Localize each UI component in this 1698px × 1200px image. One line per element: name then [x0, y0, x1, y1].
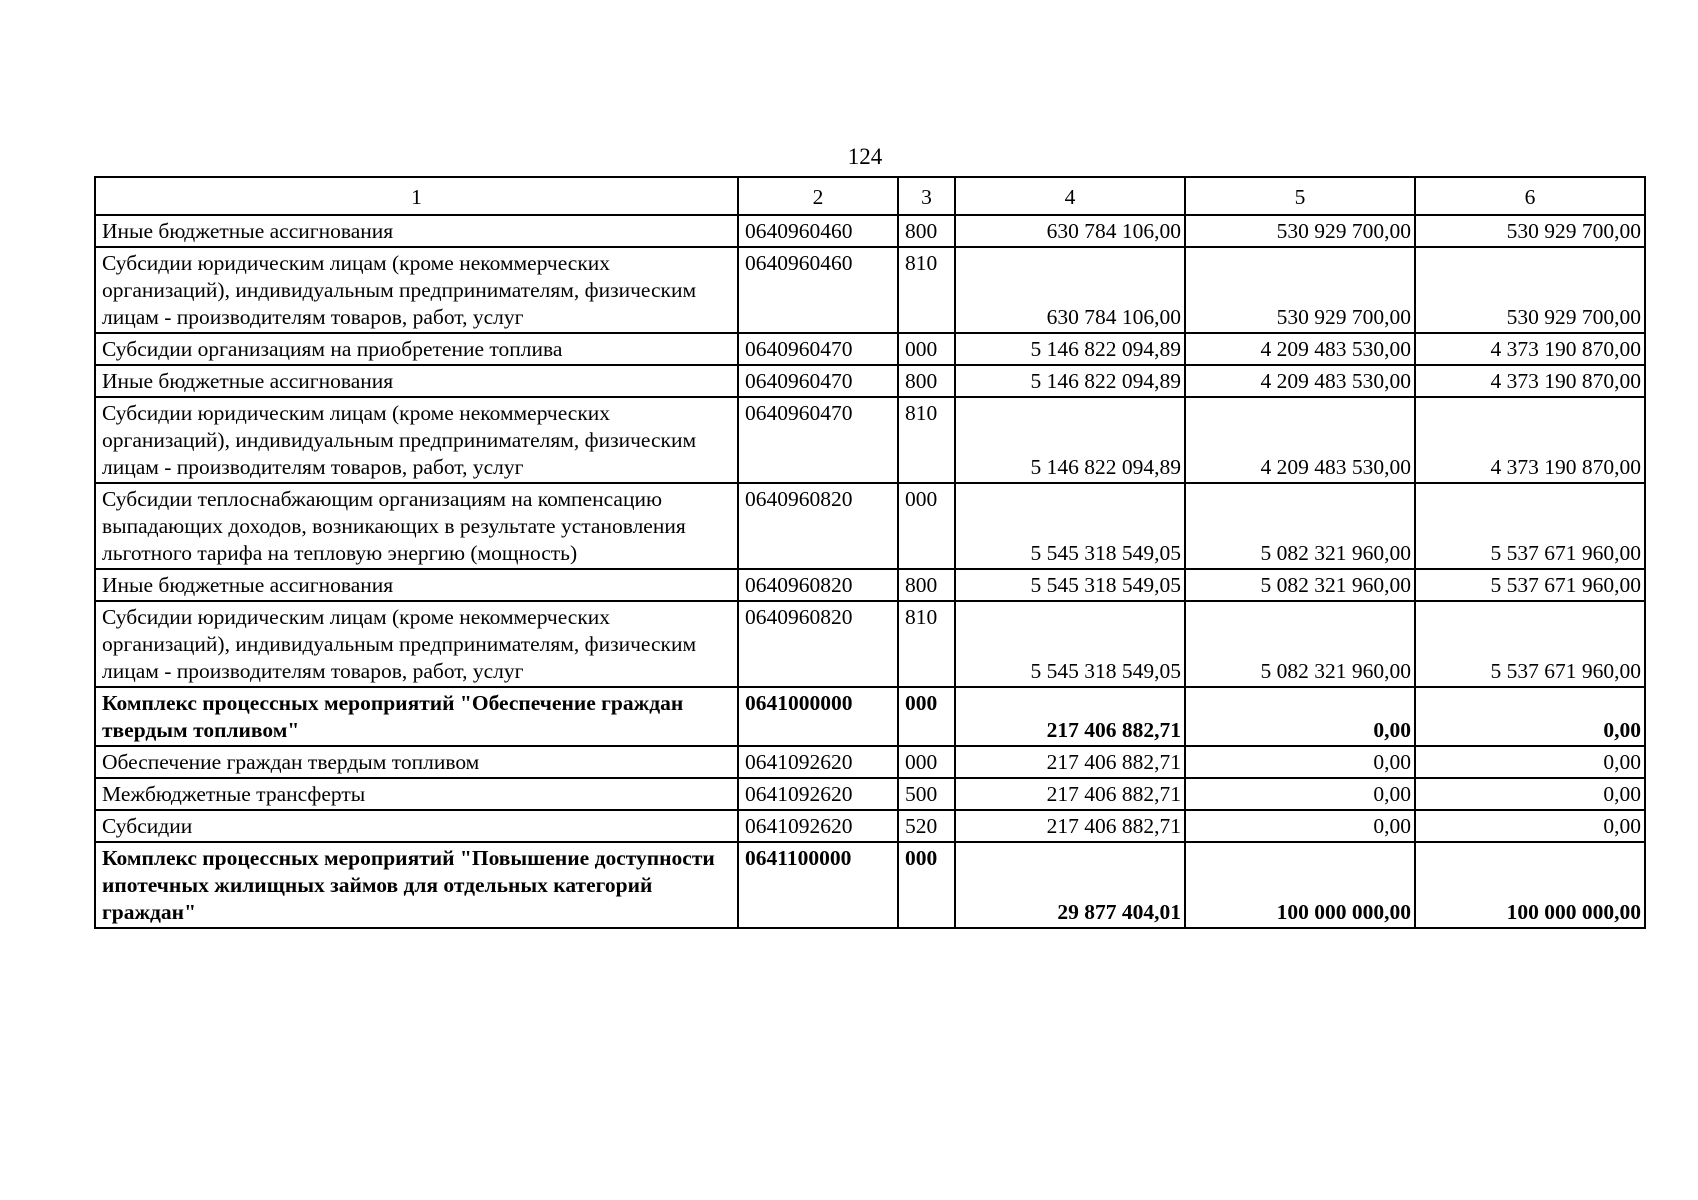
amount-col4-cell: 217 406 882,71 [955, 746, 1185, 778]
amount-col4-cell: 630 784 106,00 [955, 215, 1185, 247]
amount-col6-cell: 0,00 [1415, 687, 1645, 746]
expense-type-cell: 000 [898, 333, 955, 365]
amount-col5-cell: 0,00 [1185, 687, 1415, 746]
table-row [95, 333, 1645, 365]
target-code-cell: 0640960820 [738, 601, 898, 687]
amount-col5-cell: 4 209 483 530,00 [1185, 333, 1415, 365]
amount-col6-cell: 0,00 [1415, 746, 1645, 778]
amount-col6-cell: 5 537 671 960,00 [1415, 601, 1645, 687]
amount-col6-cell: 0,00 [1415, 810, 1645, 842]
header-cell-5: 5 [1185, 177, 1415, 215]
expense-type-cell: 520 [898, 810, 955, 842]
amount-col4-cell: 217 406 882,71 [955, 810, 1185, 842]
amount-col4-cell: 5 545 318 549,05 [955, 601, 1185, 687]
amount-col5-cell: 530 929 700,00 [1185, 215, 1415, 247]
table-row [95, 601, 1645, 687]
expense-type-cell: 810 [898, 397, 955, 483]
item-name-cell: Обеспечение граждан твердым топливом [95, 746, 738, 778]
amount-col5-cell: 4 209 483 530,00 [1185, 365, 1415, 397]
target-code-cell: 0641092620 [738, 810, 898, 842]
amount-col6-cell: 5 537 671 960,00 [1415, 569, 1645, 601]
amount-col6-cell: 530 929 700,00 [1415, 215, 1645, 247]
target-code-cell: 0640960820 [738, 569, 898, 601]
table-body [95, 215, 1645, 928]
item-name-cell: Комплекс процессных мероприятий "Обеспечение граждан твердым топливом" [95, 687, 738, 746]
expense-type-cell: 800 [898, 365, 955, 397]
amount-col6-cell: 4 373 190 870,00 [1415, 365, 1645, 397]
amount-col5-cell: 0,00 [1185, 746, 1415, 778]
expense-type-cell: 000 [898, 746, 955, 778]
table-row [95, 483, 1645, 569]
table-row [95, 778, 1645, 810]
expense-type-cell: 500 [898, 778, 955, 810]
budget-table [94, 176, 1646, 929]
amount-col6-cell: 100 000 000,00 [1415, 842, 1645, 928]
header-cell-3: 3 [898, 177, 955, 215]
target-code-cell: 0641092620 [738, 746, 898, 778]
amount-col4-cell: 5 146 822 094,89 [955, 365, 1185, 397]
amount-col5-cell: 0,00 [1185, 778, 1415, 810]
item-name-cell: Субсидии организациям на приобретение топлива [95, 333, 738, 365]
amount-col5-cell: 5 082 321 960,00 [1185, 601, 1415, 687]
amount-col4-cell: 217 406 882,71 [955, 687, 1185, 746]
item-name-cell: Субсидии юридическим лицам (кроме некоммерческих организаций), индивидуальным предпринимателям, физическим лицам - производителям товаров, работ, услуг [95, 247, 738, 333]
expense-type-cell: 800 [898, 569, 955, 601]
header-cell-2: 2 [738, 177, 898, 215]
target-code-cell: 0641100000 [738, 842, 898, 928]
table-row [95, 569, 1645, 601]
item-name-cell: Межбюджетные трансферты [95, 778, 738, 810]
item-name-cell: Субсидии юридическим лицам (кроме некоммерческих организаций), индивидуальным предпринимателям, физическим лицам - производителям товаров, работ, услуг [95, 397, 738, 483]
amount-col4-cell: 217 406 882,71 [955, 778, 1185, 810]
item-name-cell: Иные бюджетные ассигнования [95, 215, 738, 247]
expense-type-cell: 000 [898, 842, 955, 928]
table-row [95, 687, 1645, 746]
expense-type-cell: 000 [898, 483, 955, 569]
expense-type-cell: 800 [898, 215, 955, 247]
header-cell-1: 1 [95, 177, 738, 215]
expense-type-cell: 810 [898, 601, 955, 687]
table-row [95, 215, 1645, 247]
table-row [95, 397, 1645, 483]
target-code-cell: 0640960470 [738, 365, 898, 397]
target-code-cell: 0640960460 [738, 247, 898, 333]
item-name-cell: Иные бюджетные ассигнования [95, 569, 738, 601]
amount-col4-cell: 630 784 106,00 [955, 247, 1185, 333]
expense-type-cell: 810 [898, 247, 955, 333]
table-row [95, 810, 1645, 842]
amount-col5-cell: 100 000 000,00 [1185, 842, 1415, 928]
target-code-cell: 0640960470 [738, 333, 898, 365]
item-name-cell: Субсидии юридическим лицам (кроме некоммерческих организаций), индивидуальным предпринимателям, физическим лицам - производителям товаров, работ, услуг [95, 601, 738, 687]
amount-col4-cell: 5 545 318 549,05 [955, 569, 1185, 601]
amount-col6-cell: 4 373 190 870,00 [1415, 397, 1645, 483]
header-cell-6: 6 [1415, 177, 1645, 215]
amount-col5-cell: 0,00 [1185, 810, 1415, 842]
table-row [95, 842, 1645, 928]
amount-col4-cell: 5 146 822 094,89 [955, 333, 1185, 365]
amount-col6-cell: 0,00 [1415, 778, 1645, 810]
amount-col4-cell: 5 545 318 549,05 [955, 483, 1185, 569]
amount-col6-cell: 530 929 700,00 [1415, 247, 1645, 333]
target-code-cell: 0641092620 [738, 778, 898, 810]
table-row [95, 247, 1645, 333]
item-name-cell: Субсидии теплоснабжающим организациям на компенсацию выпадающих доходов, возникающих в результате установления льготного тарифа на тепловую энергию (мощность) [95, 483, 738, 569]
item-name-cell: Комплекс процессных мероприятий "Повышение доступности ипотечных жилищных займов для отдельных категорий граждан" [95, 842, 738, 928]
page-number: 124 [847, 144, 883, 169]
item-name-cell: Иные бюджетные ассигнования [95, 365, 738, 397]
table-row [95, 365, 1645, 397]
amount-col4-cell: 29 877 404,01 [955, 842, 1185, 928]
table-row [95, 746, 1645, 778]
amount-col5-cell: 5 082 321 960,00 [1185, 483, 1415, 569]
item-name-cell: Субсидии [95, 810, 738, 842]
amount-col6-cell: 4 373 190 870,00 [1415, 333, 1645, 365]
target-code-cell: 0640960460 [738, 215, 898, 247]
target-code-cell: 0640960820 [738, 483, 898, 569]
target-code-cell: 0641000000 [738, 687, 898, 746]
amount-col5-cell: 530 929 700,00 [1185, 247, 1415, 333]
target-code-cell: 0640960470 [738, 397, 898, 483]
amount-col5-cell: 5 082 321 960,00 [1185, 569, 1415, 601]
amount-col4-cell: 5 146 822 094,89 [955, 397, 1185, 483]
header-row [95, 177, 1645, 215]
amount-col6-cell: 5 537 671 960,00 [1415, 483, 1645, 569]
header-cell-4: 4 [955, 177, 1185, 215]
amount-col5-cell: 4 209 483 530,00 [1185, 397, 1415, 483]
expense-type-cell: 000 [898, 687, 955, 746]
